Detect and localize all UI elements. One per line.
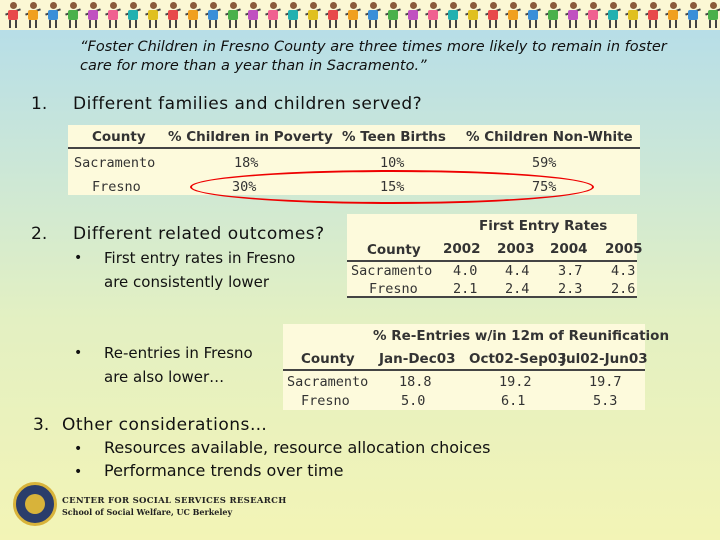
- child-figure: [686, 2, 700, 28]
- child-figure: [486, 2, 500, 28]
- child-figure: [106, 2, 120, 28]
- header-teen-births: % Teen Births: [342, 129, 446, 145]
- q2-bullet-1-line-2: are consistently lower: [104, 273, 270, 291]
- first-entry-header-rule: [347, 260, 637, 262]
- child-figure: [26, 2, 40, 28]
- t2-r2-2002: 2.1: [453, 281, 478, 297]
- child-figure: [506, 2, 520, 28]
- t3-r1-p3: 19.7: [589, 374, 622, 390]
- q3-number: 3.: [33, 415, 50, 435]
- child-figure: [66, 2, 80, 28]
- child-figure: [306, 2, 320, 28]
- t2-header-2002: 2002: [443, 241, 481, 257]
- child-figure: [626, 2, 640, 28]
- t2-r1-2003: 4.4: [505, 263, 530, 279]
- t3-header-p3: Jul02-Jun03: [561, 351, 648, 367]
- q2-bullet-2-line-2: are also lower…: [104, 368, 225, 386]
- t3-r1-county: Sacramento: [287, 374, 369, 390]
- child-figure: [266, 2, 280, 28]
- t3-r2-p3: 5.3: [593, 393, 618, 409]
- t3-header-p2: Oct02-Sep03: [469, 351, 567, 367]
- child-figure: [366, 2, 380, 28]
- t1-r1-poverty: 18%: [234, 155, 259, 171]
- child-figure: [346, 2, 360, 28]
- t3-r1-p1: 18.8: [399, 374, 432, 390]
- first-entry-table: [347, 214, 643, 298]
- t2-r2-county: Fresno: [369, 281, 418, 297]
- t2-r2-2004: 2.3: [558, 281, 583, 297]
- child-figure: [426, 2, 440, 28]
- child-figure: [246, 2, 260, 28]
- header-county: County: [92, 129, 146, 145]
- t2-r2-2005: 2.6: [611, 281, 636, 297]
- first-entry-title: First Entry Rates: [479, 218, 608, 234]
- q1-number: 1.: [31, 94, 48, 114]
- child-figure: [646, 2, 660, 28]
- child-figure: [46, 2, 60, 28]
- child-figure: [666, 2, 680, 28]
- child-figure: [6, 2, 20, 28]
- q3-bullet-2-mark: •: [74, 464, 83, 480]
- header-poverty: % Children in Poverty: [168, 129, 333, 145]
- t3-r1-p2: 19.2: [499, 374, 532, 390]
- child-figure: [286, 2, 300, 28]
- child-figure: [146, 2, 160, 28]
- child-figure: [406, 2, 420, 28]
- reentry-header-rule: [283, 369, 645, 371]
- child-figure: [606, 2, 620, 28]
- t3-header-p1: Jan-Dec03: [379, 351, 456, 367]
- t3-r2-county: Fresno: [301, 393, 350, 409]
- child-figure: [706, 2, 720, 28]
- quote-text: “Foster Children in Fresno County are three times more likely to remain in foster care for more than a year than in Sacramento.”: [80, 39, 667, 74]
- t3-r2-p1: 5.0: [401, 393, 426, 409]
- child-figure: [186, 2, 200, 28]
- footer-org: CENTER FOR SOCIAL SERVICES RESEARCH: [62, 496, 287, 506]
- t1-r2-county: Fresno: [92, 179, 141, 195]
- child-figure: [546, 2, 560, 28]
- child-figure: [386, 2, 400, 28]
- q2-number: 2.: [31, 224, 48, 244]
- child-figure: [586, 2, 600, 28]
- t2-header-2003: 2003: [497, 241, 535, 257]
- child-figure: [526, 2, 540, 28]
- highlight-ellipse-fresno: [190, 170, 594, 204]
- t1-r1-teen: 10%: [380, 155, 405, 171]
- child-figure: [446, 2, 460, 28]
- t3-r2-p2: 6.1: [501, 393, 526, 409]
- t3-header-county: County: [301, 351, 355, 367]
- uc-seal-logo: [13, 482, 57, 526]
- t1-r1-county: Sacramento: [74, 155, 156, 171]
- child-figure: [166, 2, 180, 28]
- reentry-title: % Re-Entries w/in 12m of Reunification: [373, 328, 670, 344]
- t1-r2-poverty: 30%: [232, 179, 257, 195]
- t2-r2-2003: 2.4: [505, 281, 530, 297]
- t2-header-county: County: [367, 242, 421, 258]
- q3-bullet-2-text: Performance trends over time: [104, 461, 344, 480]
- t2-header-2004: 2004: [550, 241, 588, 257]
- t2-r1-2002: 4.0: [453, 263, 478, 279]
- footer-school: School of Social Welfare, UC Berkeley: [62, 507, 233, 517]
- children-banner: [0, 0, 720, 30]
- child-figure: [206, 2, 220, 28]
- q3-bullet-1-mark: •: [74, 441, 83, 457]
- q2-bullet-1-line-1: First entry rates in Fresno: [104, 249, 296, 267]
- t1-r1-nonwhite: 59%: [532, 155, 557, 171]
- t2-header-2005: 2005: [605, 241, 643, 257]
- t1-r2-teen: 15%: [380, 179, 405, 195]
- child-figure: [226, 2, 240, 28]
- q2-bullet-1-mark: •: [74, 250, 83, 266]
- child-figure: [126, 2, 140, 28]
- q1-heading: Different families and children served?: [73, 94, 423, 114]
- q2-heading: Different related outcomes?: [73, 224, 325, 244]
- q2-bullet-2-mark: •: [74, 345, 83, 361]
- t2-r1-2005: 4.3: [611, 263, 636, 279]
- t1-r2-nonwhite: 75%: [532, 179, 557, 195]
- q2-bullet-2-line-1: Re-entries in Fresno: [104, 344, 253, 362]
- reentry-table: [283, 324, 670, 410]
- child-figure: [466, 2, 480, 28]
- child-figure: [566, 2, 580, 28]
- q3-heading: Other considerations…: [62, 415, 268, 435]
- q3-bullet-1-text: Resources available, resource allocation choices: [104, 438, 491, 457]
- t2-r1-county: Sacramento: [351, 263, 433, 279]
- t2-r1-2004: 3.7: [558, 263, 583, 279]
- header-non-white: % Children Non-White: [466, 129, 633, 145]
- child-figure: [326, 2, 340, 28]
- child-figure: [86, 2, 100, 28]
